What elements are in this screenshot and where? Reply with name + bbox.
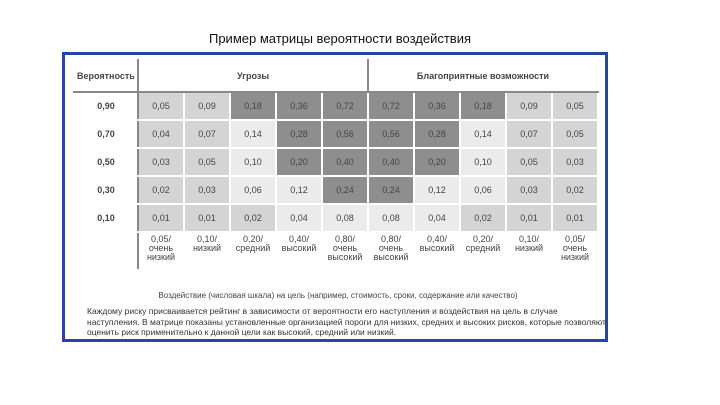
threat-score-cell: 0,03 bbox=[184, 176, 230, 204]
probability-row bbox=[74, 92, 598, 120]
impact-label-line: 0,80/ bbox=[334, 234, 356, 244]
impact-label-line: низкий bbox=[146, 252, 176, 262]
threat-score-cell: 0,09 bbox=[184, 92, 230, 120]
opportunity-score-cell: 0,09 bbox=[506, 92, 552, 120]
impact-row-blank bbox=[74, 232, 138, 270]
threat-score-cell: 0,01 bbox=[184, 204, 230, 232]
opportunity-score-cell: 0,01 bbox=[506, 204, 552, 232]
explanation-note: Каждому риску присваивается рейтинг в зависимости от вероятности его наступления и воздействия на цель в случае наступления. В матрице показаны установленные организацией пороги для низких, средних и высоких рисков, которые позволяют оценить риск применительно к данной цели как высокий, средний или низкий. bbox=[87, 306, 606, 337]
threat-score-cell: 0,28 bbox=[276, 120, 322, 148]
threat-impact-label bbox=[184, 232, 230, 270]
impact-row bbox=[74, 232, 598, 270]
impact-label-line: низкий bbox=[192, 243, 222, 253]
probability-value: 0,10 bbox=[74, 204, 138, 232]
opportunity-score-cell: 0,18 bbox=[460, 92, 506, 120]
probability-row bbox=[74, 120, 598, 148]
probability-value: 0,90 bbox=[74, 92, 138, 120]
impact-label-line: 0,10/ bbox=[196, 234, 218, 244]
opportunity-score-cell: 0,24 bbox=[368, 176, 414, 204]
threat-score-cell: 0,56 bbox=[322, 120, 368, 148]
opportunity-score-cell: 0,07 bbox=[506, 120, 552, 148]
threat-score-cell: 0,02 bbox=[230, 204, 276, 232]
impact-label-line: 0,20/ bbox=[472, 234, 494, 244]
impact-label-line: 0,10/ bbox=[518, 234, 540, 244]
probability-row bbox=[74, 204, 598, 232]
threat-score-cell: 0,12 bbox=[276, 176, 322, 204]
threat-score-cell: 0,08 bbox=[322, 204, 368, 232]
probability-row bbox=[74, 148, 598, 176]
impact-label-line: высокий bbox=[281, 243, 317, 253]
threat-score-cell: 0,01 bbox=[138, 204, 184, 232]
impact-label-line: 0,20/ bbox=[242, 234, 264, 244]
opportunity-impact-label bbox=[552, 232, 598, 270]
opportunity-score-cell: 0,72 bbox=[368, 92, 414, 120]
impact-label-line: очень bbox=[332, 243, 358, 253]
impact-label-line: низкий bbox=[560, 252, 590, 262]
threat-score-cell: 0,10 bbox=[230, 148, 276, 176]
impact-label-line: 0,05/ bbox=[564, 234, 586, 244]
threat-score-cell: 0,05 bbox=[184, 148, 230, 176]
opportunity-score-cell: 0,36 bbox=[414, 92, 460, 120]
threat-score-cell: 0,04 bbox=[138, 120, 184, 148]
opportunity-score-cell: 0,28 bbox=[414, 120, 460, 148]
opportunity-score-cell: 0,12 bbox=[414, 176, 460, 204]
impact-label-line: очень bbox=[148, 243, 174, 253]
threat-score-cell: 0,05 bbox=[138, 92, 184, 120]
opportunity-score-cell: 0,10 bbox=[460, 148, 506, 176]
probability-impact-matrix bbox=[73, 59, 599, 271]
opportunity-impact-label bbox=[506, 232, 552, 270]
probability-value: 0,30 bbox=[74, 176, 138, 204]
impact-label-line: средний bbox=[235, 243, 271, 253]
opportunity-score-cell: 0,03 bbox=[552, 148, 598, 176]
impact-label-line: высокий bbox=[373, 252, 409, 262]
probability-row bbox=[74, 176, 598, 204]
threat-score-cell: 0,14 bbox=[230, 120, 276, 148]
threat-score-cell: 0,40 bbox=[322, 148, 368, 176]
probability-value: 0,70 bbox=[74, 120, 138, 148]
opportunity-score-cell: 0,40 bbox=[368, 148, 414, 176]
threats-header: Угрозы bbox=[138, 60, 368, 92]
opportunity-score-cell: 0,05 bbox=[552, 120, 598, 148]
impact-label-line: 0,40/ bbox=[426, 234, 448, 244]
opportunity-score-cell: 0,20 bbox=[414, 148, 460, 176]
opportunity-impact-label bbox=[414, 232, 460, 270]
opportunity-score-cell: 0,03 bbox=[506, 176, 552, 204]
impact-label-line: 0,40/ bbox=[288, 234, 310, 244]
impact-label-line: очень bbox=[562, 243, 588, 253]
probability-value: 0,50 bbox=[74, 148, 138, 176]
opportunity-score-cell: 0,02 bbox=[552, 176, 598, 204]
threat-score-cell: 0,18 bbox=[230, 92, 276, 120]
impact-label-line: очень bbox=[378, 243, 404, 253]
threat-score-cell: 0,06 bbox=[230, 176, 276, 204]
threat-score-cell: 0,07 bbox=[184, 120, 230, 148]
matrix-frame bbox=[62, 52, 608, 342]
impact-label-line: высокий bbox=[419, 243, 455, 253]
threat-score-cell: 0,04 bbox=[276, 204, 322, 232]
opportunity-score-cell: 0,01 bbox=[552, 204, 598, 232]
header-row bbox=[74, 60, 598, 92]
opportunity-score-cell: 0,08 bbox=[368, 204, 414, 232]
threat-score-cell: 0,20 bbox=[276, 148, 322, 176]
threat-impact-label bbox=[276, 232, 322, 270]
opportunity-score-cell: 0,06 bbox=[460, 176, 506, 204]
threat-score-cell: 0,02 bbox=[138, 176, 184, 204]
opportunity-impact-label bbox=[368, 232, 414, 270]
impact-label-line: 0,80/ bbox=[380, 234, 402, 244]
threat-impact-label bbox=[322, 232, 368, 270]
threat-score-cell: 0,72 bbox=[322, 92, 368, 120]
threat-score-cell: 0,24 bbox=[322, 176, 368, 204]
threat-score-cell: 0,36 bbox=[276, 92, 322, 120]
impact-label-line: высокий bbox=[327, 252, 363, 262]
slide-title: Пример матрицы вероятности воздействия bbox=[208, 31, 471, 46]
opportunity-score-cell: 0,04 bbox=[414, 204, 460, 232]
opportunities-header: Благоприятные возможности bbox=[368, 60, 598, 92]
threat-impact-label bbox=[138, 232, 184, 270]
impact-label-line: низкий bbox=[514, 243, 544, 253]
opportunity-impact-label bbox=[460, 232, 506, 270]
opportunity-score-cell: 0,02 bbox=[460, 204, 506, 232]
threat-impact-label bbox=[230, 232, 276, 270]
impact-label-line: средний bbox=[465, 243, 501, 253]
opportunity-score-cell: 0,14 bbox=[460, 120, 506, 148]
opportunity-score-cell: 0,56 bbox=[368, 120, 414, 148]
impact-label-line: 0,05/ bbox=[150, 234, 172, 244]
opportunity-score-cell: 0,05 bbox=[552, 92, 598, 120]
opportunity-score-cell: 0,05 bbox=[506, 148, 552, 176]
threat-score-cell: 0,03 bbox=[138, 148, 184, 176]
impact-scale-caption: Воздействие (числовая шкала) на цель (например, стоимость, сроки, содержание или качество) bbox=[158, 291, 518, 300]
probability-header: Вероятность bbox=[74, 60, 138, 92]
